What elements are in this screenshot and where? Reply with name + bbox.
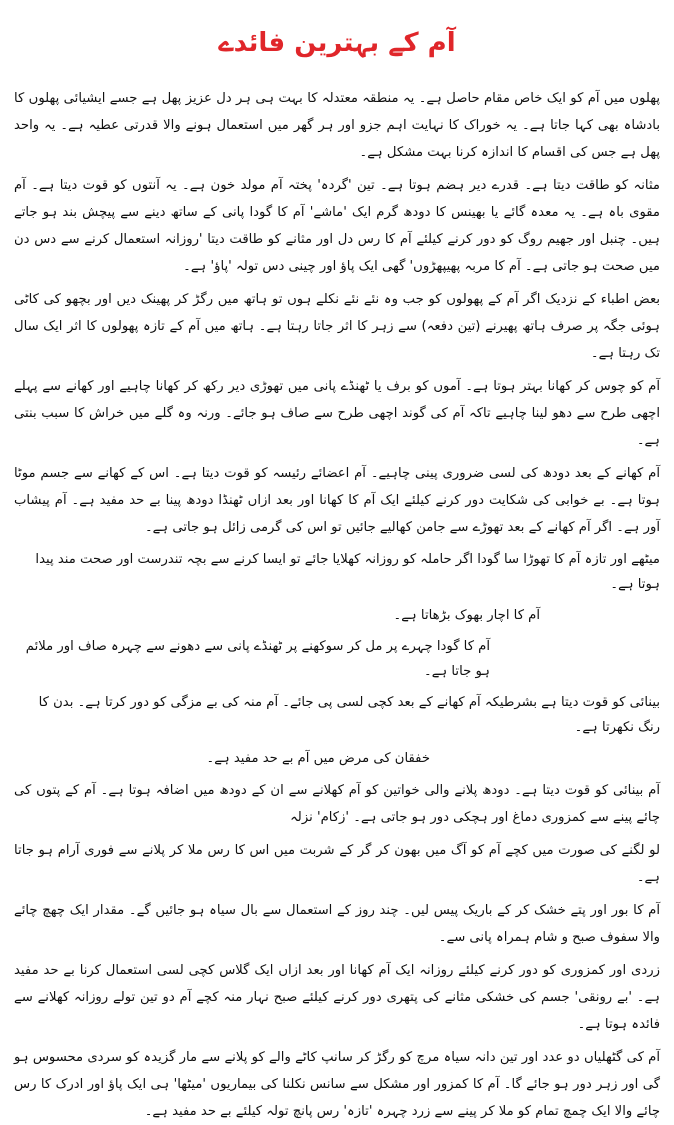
paragraph-heatstroke: لو لگنے کی صورت میں کچے آم کو آگ میں بھون کر گر کے شربت میں اس کا رس ملا کر پلانے سے فوری آرام ہو جاتا ہے۔	[14, 843, 660, 886]
paragraph-nursing: آم بینائی کو قوت دیتا ہے۔ دودھ پلانے والی خواتین کو آم کھلانے سے ان کے دودھ میں اضافہ ہوتا ہے۔ آم کے پتوں کی چائے پینے سے کمزوری دماغ اور ہچکی دور ہو جاتی ہے۔ 'زکام' نزلہ	[14, 783, 660, 826]
line-face: آم کا گودا چہرے پر مل کر سوکھنے پر ٹھنڈے پانی سے دھونے سے چہرہ صاف اور ملائم ہو جاتا ہے۔	[25, 639, 490, 680]
paragraph-benefits: مثانہ کو طاقت دیتا ہے۔ قدرے دیر ہضم ہوتا ہے۔ تین 'گردہ' پختہ آم مولد خون ہے۔ یہ آنتوں کو قوت دیتا ہے۔ آم مقوی باہ ہے۔ یہ معدہ گائے یا بھینس کا دودھ گرم ایک 'ماشے' آم کا گودا پانی کے ساتھ دینے سے پیچش بند ہو جاتے ہیں۔ چنبل اور جھیم روگ کو دور کرنے کیلئے آم کا رس دل اور مثانے کو طاقت دیتا 'روزانہ استعمال کرنے سے دس دن میں صحت ہو جاتی ہے۔ آم کا مربہ پھیپھڑوں' گھی ایک پاؤ اور چینی دس تولہ 'پاؤ' ہے۔	[14, 178, 660, 275]
paragraph-after-eating: آم کھانے کے بعد دودھ کی لسی ضروری پینی چاہیے۔ آم اعضائے رئیسہ کو قوت دیتا ہے۔ اس کے کھانے سے جسم موٹا ہوتا ہے۔ بے خوابی کی شکایت دور کرنے کیلئے ایک آم کا کھانا اور بعد ازاں ٹھنڈا دودھ پینا بے حد مفید ہے۔ آم پیشاب آور ہے۔ اگر آم کھانے کے بعد تھوڑے سے جامن کھالیے جائیں تو اس کی گرمی زائل ہو جاتی ہے۔	[14, 466, 660, 536]
line-eyesight: بینائی کو قوت دیتا ہے بشرطیکہ آم کھانے کے بعد کچی لسی پی جائے۔ آم منہ کی بے مزگی کو دور کرتا ہے۔ بدن کا رنگ نکھرتا ہے۔	[38, 695, 660, 736]
line-pregnancy: میٹھے اور تازہ آم کا تھوڑا سا گودا اگر حاملہ کو روزانہ کھلایا جائے تو ایسا کرنے سے بچہ تندرست اور صحت مند پیدا ہوتا ہے۔	[35, 552, 660, 593]
line-palpitation: خفقان کی مرض میں آم بے حد مفید ہے۔	[206, 751, 430, 767]
paragraph-snakebite: آم کی گٹھلیاں دو عدد اور تین دانہ سیاہ مرچ کو رگڑ کر سانپ کاٹے والے کو پلانے سے مار گزیدہ کو سردی محسوس ہو گی اور زہر دور ہو جائے گا۔ آم کا کمزور اور مشکل سے سانس نکلنا کی بیماریوں 'میٹھا' ہی ایک پاؤ اور ادرک کا رس چائے والا ایک چمچ تمام کو ملا کر پینے سے زرد چہرہ 'تازہ' رس پانچ تولہ کیلئے بے حد مفید ہے۔	[14, 1050, 660, 1120]
paragraph-hair: آم کا بور اور پتے خشک کر کے باریک پیس لیں۔ چند روز کے استعمال سے بال سیاہ ہو جائیں گے۔ مقدار ایک چھچ چائے والا سفوف صبح و شام ہمراہ پانی سے۔	[14, 903, 660, 946]
paragraph-eating-method: آم کو چوس کر کھانا بہتر ہوتا ہے۔ آموں کو برف یا ٹھنڈے پانی میں تھوڑی دیر رکھ کر کھانا چاہیے اور کھانے سے پہلے اچھی طرح سے دھو لینا چاہیے تاکہ آم کی گوند اچھی طرح سے صاف ہو جائے۔ ورنہ وہ گلے میں خراش کا سبب بنتی ہے۔	[14, 379, 660, 449]
paragraph-weakness: زردی اور کمزوری کو دور کرنے کیلئے روزانہ ایک آم کھانا اور بعد ازاں ایک گلاس کچی لسی استعمال کرنا بے حد مفید ہے۔ 'بے رونقی' جسم کی خشکی مثانے کی پتھری دور کرنے کیلئے صبح نہار منہ کچے آم دو تین تولے روزانہ کھلانے سے فائدہ ہوتا ہے۔	[14, 963, 660, 1033]
line-pickle: آم کا اچار بھوک بڑھاتا ہے۔	[393, 608, 540, 624]
paragraph-intro: پھلوں میں آم کو ایک خاص مقام حاصل ہے۔ یہ منطقہ معتدلہ کا بہت ہی ہر دل عزیز پھل ہے جسے ایشیائی پھلوں کا بادشاہ بھی کہا جاتا ہے۔ یہ خوراک کا نہایت اہم جزو اور ہر گھر میں استعمال ہونے والا قدرتی عطیہ ہے۔ یہ واحد پھل ہے جس کی اقسام کا اندازہ کرنا بہت مشکل ہے۔	[14, 91, 660, 161]
paragraph-flowers: بعض اطباء کے نزدیک اگر آم کے پھولوں کو جب وہ نئے نئے نکلے ہوں تو ہاتھ میں رگڑ کر پھینک دیں اور بچھو کی کاٹی ہوئی جگہ پر صرف ہاتھ پھیرنے (تین دفعہ) سے زہر کا اثر جاتا رہتا ہے۔ ہاتھ میں آم کے تازہ پھولوں کا اثر ایک سال تک رہتا ہے۔	[14, 292, 660, 362]
page-title: آم کے بہترین فائدے	[218, 28, 456, 58]
